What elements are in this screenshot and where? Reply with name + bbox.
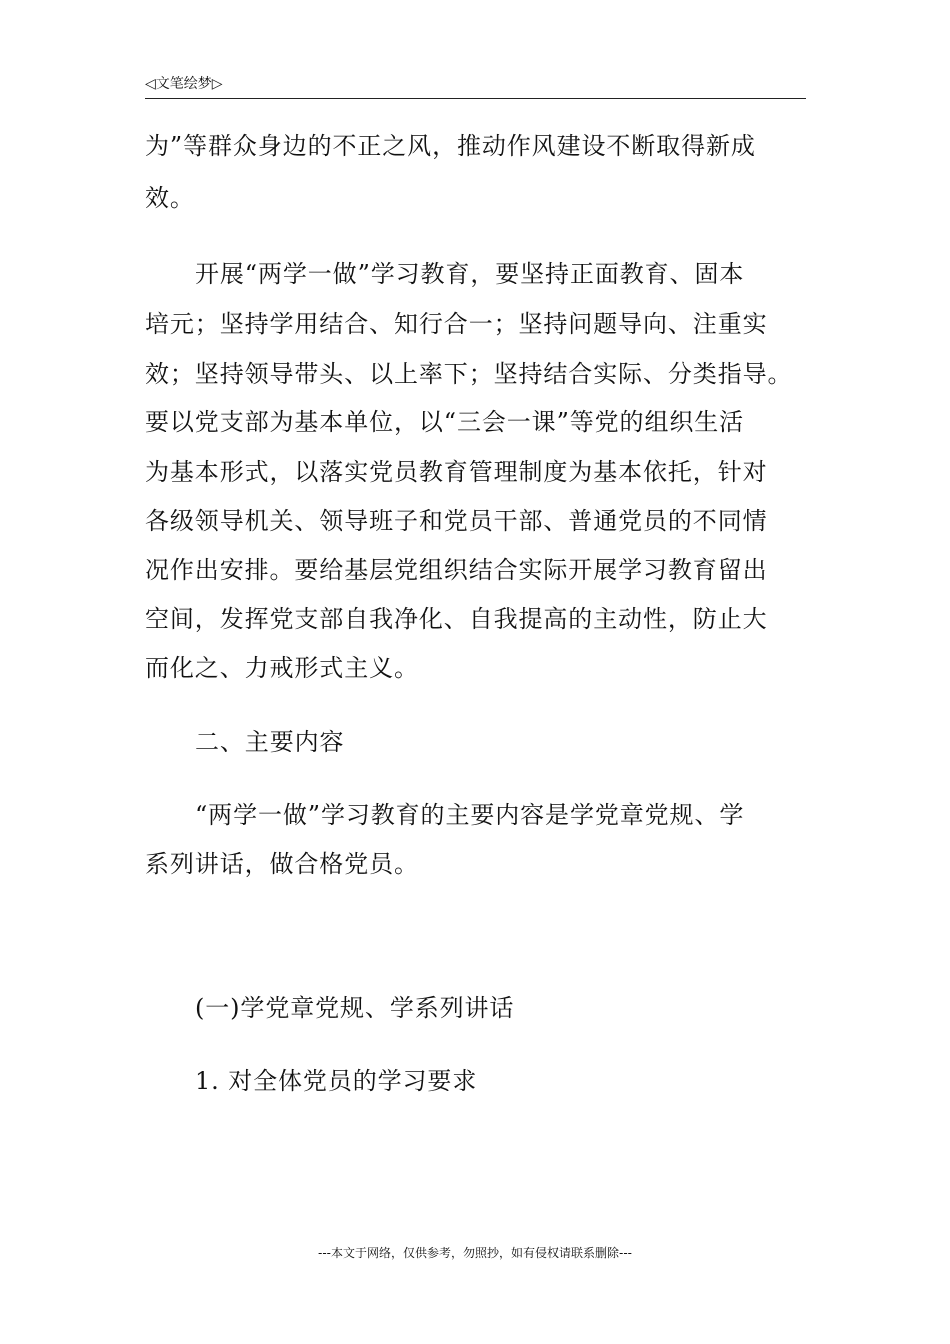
paragraph-2-line-1: 开展“两学一做”学习教育，要坚持正面教育、固本 [195,260,745,288]
paragraph-2-line-8: 空间，发挥党支部自我净化、自我提高的主动性，防止大 [145,605,768,633]
paragraph-3-line-1: “两学一做”学习教育的主要内容是学党章党规、学 [195,801,745,829]
paragraph-2-line-4: 要以党支部为基本单位，以“三会一课”等党的组织生活 [145,408,745,436]
paragraph-2-line-2: 培元；坚持学用结合、知行合一；坚持问题导向、注重实 [145,310,768,338]
paragraph-2-line-7: 况作出安排。要给基层党组织结合实际开展学习教育留出 [145,556,768,584]
paragraph-2-line-6: 各级领导机关、领导班子和党员干部、普通党员的不同情 [145,507,768,535]
section-heading-main-content: 二、主要内容 [195,728,345,756]
page-header [145,74,806,99]
page-footer: ---本文于网络，仅供参考，勿照抄，如有侵权请联系删除--- [318,1246,632,1260]
subheading-study-requirements: 1. 对全体党员的学习要求 [195,1067,478,1095]
paragraph-1-line-1: 为”等群众身边的不正之风，推动作风建设不断取得新成 [145,132,756,160]
header-title: ◁文笔绘梦▷ [145,76,223,92]
paragraph-3-line-2: 系列讲话，做合格党员。 [145,850,419,878]
paragraph-2-line-9: 而化之、力戒形式主义。 [145,654,419,682]
paragraph-2-line-5: 为基本形式，以落实党员教育管理制度为基本依托，针对 [145,458,768,486]
paragraph-2-line-3: 效；坚持领导带头、以上率下；坚持结合实际、分类指导。 [145,360,793,388]
paragraph-1-line-2: 效。 [145,184,195,212]
subheading-study-party-rules: (一)学党章党规、学系列讲话 [195,994,515,1022]
